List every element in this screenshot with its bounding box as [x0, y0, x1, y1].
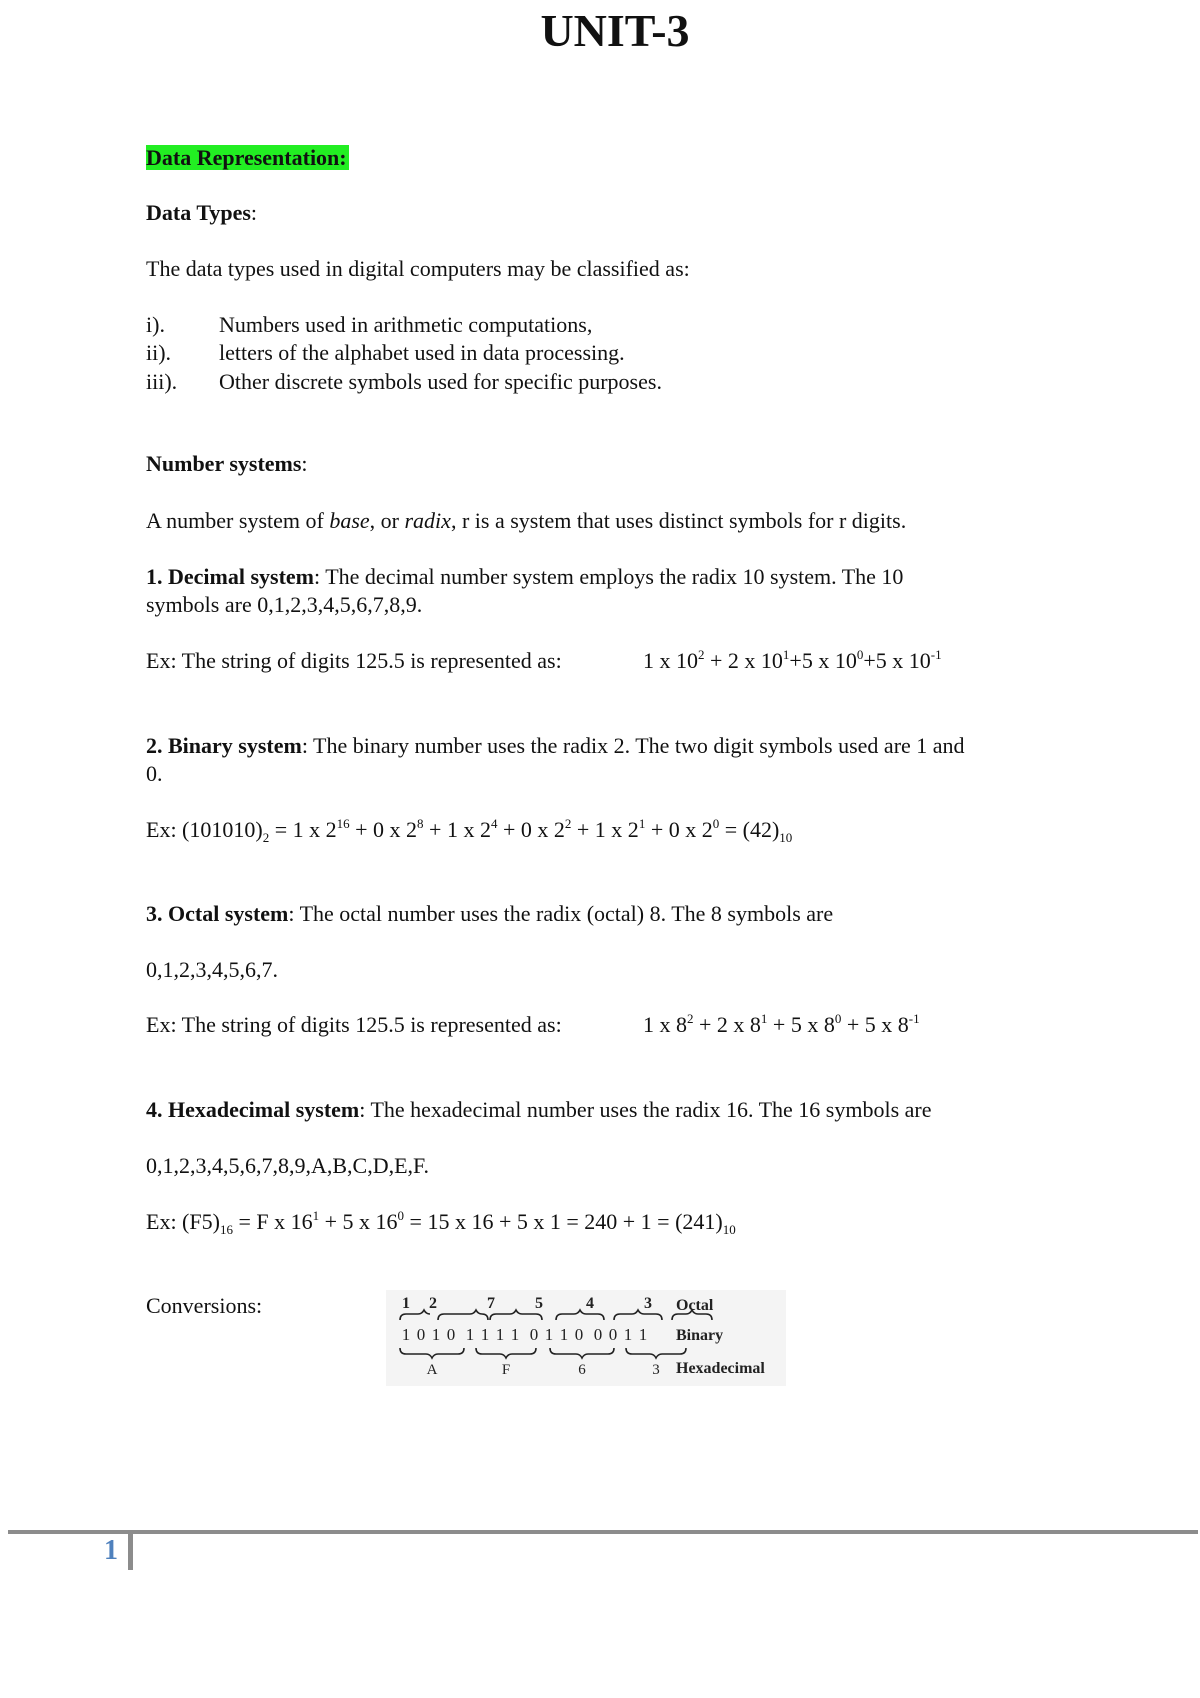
octal-digit: 3: [644, 1295, 652, 1312]
binary-digit: 0: [574, 1325, 584, 1344]
list-item-text: Other discrete symbols used for specific purposes.: [219, 369, 662, 394]
binary-row-label: Binary: [676, 1327, 724, 1344]
binary-digit: 1: [465, 1325, 475, 1344]
binary-digit: 1: [431, 1325, 441, 1344]
hex-digit: A: [426, 1362, 438, 1378]
binary-digit: 1: [480, 1325, 490, 1344]
binary-digit: 1: [510, 1325, 520, 1344]
octal-braces: [400, 1310, 712, 1320]
section-heading: Data Representation:: [146, 145, 347, 170]
binary-line1: 2. Binary system: The binary number uses the radix 2. The two digit symbols used are 1 and: [146, 733, 965, 758]
octal-digit: 5: [535, 1295, 543, 1312]
octal-digit: 4: [586, 1295, 594, 1312]
binary-digit: 1: [638, 1325, 648, 1344]
binary-digit: 1: [559, 1325, 569, 1344]
list-item: iii).: [146, 369, 178, 394]
footer-page-bar: [128, 1534, 133, 1570]
octal-example: Ex: The string of digits 125.5 is represented as:: [146, 1012, 562, 1037]
octal-symbols: 0,1,2,3,4,5,6,7.: [146, 957, 278, 982]
data-types-intro: The data types used in digital computers may be classified as:: [146, 256, 690, 281]
octal-digit: 2: [429, 1295, 437, 1312]
binary-digit: 1: [401, 1325, 411, 1344]
binary-digit: 0: [529, 1325, 539, 1344]
list-item: ii).: [146, 340, 172, 365]
footer-divider: [8, 1530, 1198, 1534]
binary-digit: 1: [623, 1325, 633, 1344]
binary-line2: 0.: [146, 761, 163, 786]
decimal-formula: 1 x $10^2 + 2$ x $10^1+5$ x $10^0+5$ x $10^{-1}$: [643, 647, 942, 673]
number-systems-definition: A number system of base, or radix, r is a system that uses distinct symbols for r digits.: [146, 508, 907, 533]
octal-formula: 1 x $8^2 + 2$ x $8^1 + 5$ x $8^0 + 5$ x $8^{-1}$: [643, 1011, 920, 1037]
hex-digit: 6: [578, 1362, 586, 1378]
binary-digit: 0: [593, 1325, 603, 1344]
hex-line1: 4. Hexadecimal system: The hexadecimal number uses the radix 16. The 16 symbols are: [146, 1097, 932, 1122]
decimal-line2: symbols are 0,1,2,3,4,5,6,7,8,9.: [146, 592, 423, 617]
number-systems-heading: Number systems:: [146, 451, 308, 476]
list-item-text: letters of the alphabet used in data processing.: [219, 340, 625, 365]
conversion-figure: [386, 1290, 786, 1386]
decimal-example: Ex: The string of digits 125.5 is represented as:: [146, 648, 562, 673]
octal-digit: 1: [402, 1295, 410, 1312]
octal-line1: 3. Octal system: The octal number uses the radix (octal) 8. The 8 symbols are: [146, 901, 834, 926]
hex-formula: Ex: $(F5)_{16} = F$ x $16^1 + 5$ x $16^0 = 15$ x 16 + 5 x $1 = 240 + 1 = (241)_{10}$: [146, 1208, 736, 1237]
binary-digit: 0: [608, 1325, 618, 1344]
binary-digit: 1: [495, 1325, 505, 1344]
binary-formula: Ex: $(101010)_2 = 1$ x $2^{16} + 0$ x $2^8 + 1$ x $2^4 + 0$ x $2^2 + 1$ x $2^1 + 0$ x $2^0 = (42)_{10}$: [146, 816, 793, 845]
list-item: i).: [146, 312, 165, 337]
octal-row-label: Octal: [676, 1297, 714, 1314]
page-title: UNIT-3: [540, 5, 690, 56]
hex-symbols: 0,1,2,3,4,5,6,7,8,9,A,B,C,D,E,F.: [146, 1153, 430, 1178]
page-number: 1: [104, 1535, 118, 1566]
conversions-label: Conversions:: [146, 1293, 263, 1318]
hex-braces: [400, 1348, 686, 1358]
data-types-heading: Data Types:: [146, 200, 258, 225]
hex-row-label: Hexadecimal: [676, 1360, 765, 1377]
hex-digit: 3: [652, 1362, 660, 1378]
binary-digit: 1: [544, 1325, 554, 1344]
decimal-line1: 1. Decimal system: The decimal number system employs the radix 10 system. The 10: [146, 564, 904, 589]
octal-digit: 7: [487, 1295, 495, 1312]
hex-digit: F: [501, 1362, 511, 1378]
binary-digit: 0: [446, 1325, 456, 1344]
binary-digit: 0: [416, 1325, 426, 1344]
list-item-text: Numbers used in arithmetic computations,: [219, 312, 593, 337]
